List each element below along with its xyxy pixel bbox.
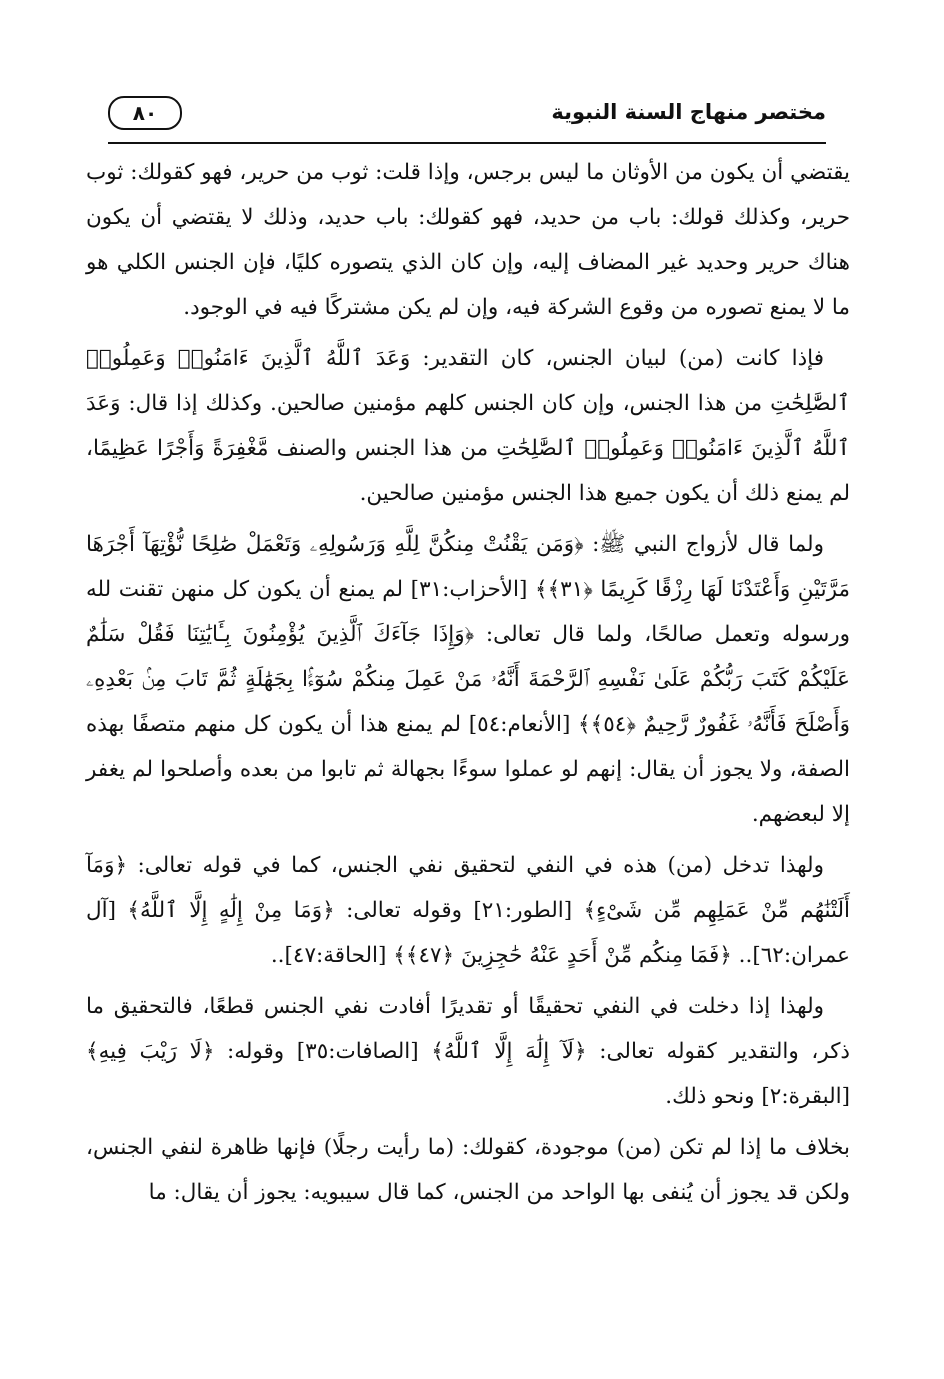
paragraph-text: ولما قال لأزواج النبي ﷺ: ﴿وَمَن يَقْنُتْ مِنكُنَّ لِلَّهِ وَرَسُولِهِۦ وَتَعْمَلْ صَٰلِحًا نُّؤْتِهَآ أَجْرَهَا مَرَّتَيْنِ وَأَعْتَدْنَا لَهَا رِزْقًا كَرِيمًا ﴿٣١﴾﴾ [الأحزاب:٣١] لم يمنع أن يكون كل منهن تقنت لله ورسوله وتعمل صالحًا، ولما قال تعالى: ﴿وَإِذَا جَآءَكَ ٱلَّذِينَ يُؤْمِنُونَ بِـَٔايَٰتِنَا فَقُلْ سَلَٰمٌ عَلَيْكُمْ كَتَبَ رَبُّكُمْ عَلَىٰ نَفْسِهِ ٱلرَّحْمَةَ أَنَّهُۥ مَنْ عَمِلَ مِنكُمْ سُوٓءًۢا بِجَهَٰلَةٍ ثُمَّ تَابَ مِنۢ بَعْدِهِۦ وَأَصْلَحَ فَأَنَّهُۥ غَفُورٌ رَّحِيمٌ ﴿٥٤﴾﴾ [الأنعام:٥٤] لم يمنع هذا أن يكون كل منهم متصفًا بهذه الصفة، ولا يجوز أن يقال: إنهم لو عملوا سوءًا بجهالة ثم تابوا من بعده وأصلحوا لم يغفر إلا لبعضهم.: [86, 532, 850, 827]
page-number: ٨٠: [108, 96, 182, 130]
paragraph-6: [86, 1125, 850, 1215]
paragraph-2: [86, 336, 850, 516]
book-title: مختصر منهاج السنة النبوية: [551, 100, 826, 124]
paragraph-text: ولهذا إذا دخلت في النفي تحقيقًا أو تقديرًا أفادت نفي الجنس قطعًا، فالتحقيق ما ذكر، والتقدير كقوله تعالى: ﴿لَآ إِلَٰهَ إِلَّا ٱللَّهُ﴾ [الصافات:٣٥] وقوله: ﴿لَا رَيْبَ فِيهِ﴾ [البقرة:٢] ونحو ذلك.: [86, 994, 850, 1109]
paragraph-3: [86, 522, 850, 837]
paragraph-1: [86, 150, 850, 330]
page-body: [86, 150, 850, 1221]
paragraph-text: فإذا كانت (من) لبيان الجنس، كان التقدير: وَعَدَ ٱللَّهُ ٱلَّذِينَ ءَامَنُوا۟ وَعَمِلُوا۟ ٱلصَّٰلِحَٰتِ من هذا الجنس، وإن كان الجنس كلهم مؤمنين صالحين. وكذلك إذا قال: وَعَدَ ٱللَّهُ ٱلَّذِينَ ءَامَنُوا۟ وَعَمِلُوا۟ ٱلصَّٰلِحَٰتِ من هذا الجنس والصنف مَّغْفِرَةً وَأَجْرًا عَظِيمًا، لم يمنع ذلك أن يكون جميع هذا الجنس مؤمنين صالحين.: [86, 346, 850, 506]
header-divider: [108, 142, 826, 144]
paragraph-text: يقتضي أن يكون من الأوثان ما ليس برجس، وإذا قلت: ثوب من حرير، فهو كقولك: ثوب حرير، وكذلك قولك: باب من حديد، فهو كقولك: باب حديد، وذلك لا يقتضي أن يكون هناك حرير وحديد غير المضاف إليه، وإن كان الذي يتصوره كليًا، فإن الجنس الكلي هو ما لا يمنع تصوره من وقوع الشركة فيه، وإن لم يكن مشتركًا فيه في الوجود.: [86, 160, 850, 320]
page-header: [108, 96, 826, 136]
paragraph-text: ولهذا تدخل (من) هذه في النفي لتحقيق نفي الجنس، كما في قوله تعالى: ﴿وَمَآ أَلَتْنَٰهُم مِّنْ عَمَلِهِم مِّن شَىْءٍ﴾ [الطور:٢١] وقوله تعالى: ﴿وَمَا مِنْ إِلَٰهٍ إِلَّا ٱللَّهُ﴾ [آل عمران:٦٢].. ﴿فَمَا مِنكُم مِّنْ أَحَدٍ عَنْهُ حَٰجِزِينَ ﴿٤٧﴾﴾ [الحاقة:٤٧]..: [86, 853, 850, 968]
paragraph-5: [86, 984, 850, 1119]
paragraph-text: بخلاف ما إذا لم تكن (من) موجودة، كقولك: (ما رأيت رجلًا) فإنها ظاهرة لنفي الجنس، ولكن قد يجوز أن يُنفى بها الواحد من الجنس، كما قال سيبويه: يجوز أن يقال: ما: [86, 1135, 850, 1205]
paragraph-4: [86, 843, 850, 978]
